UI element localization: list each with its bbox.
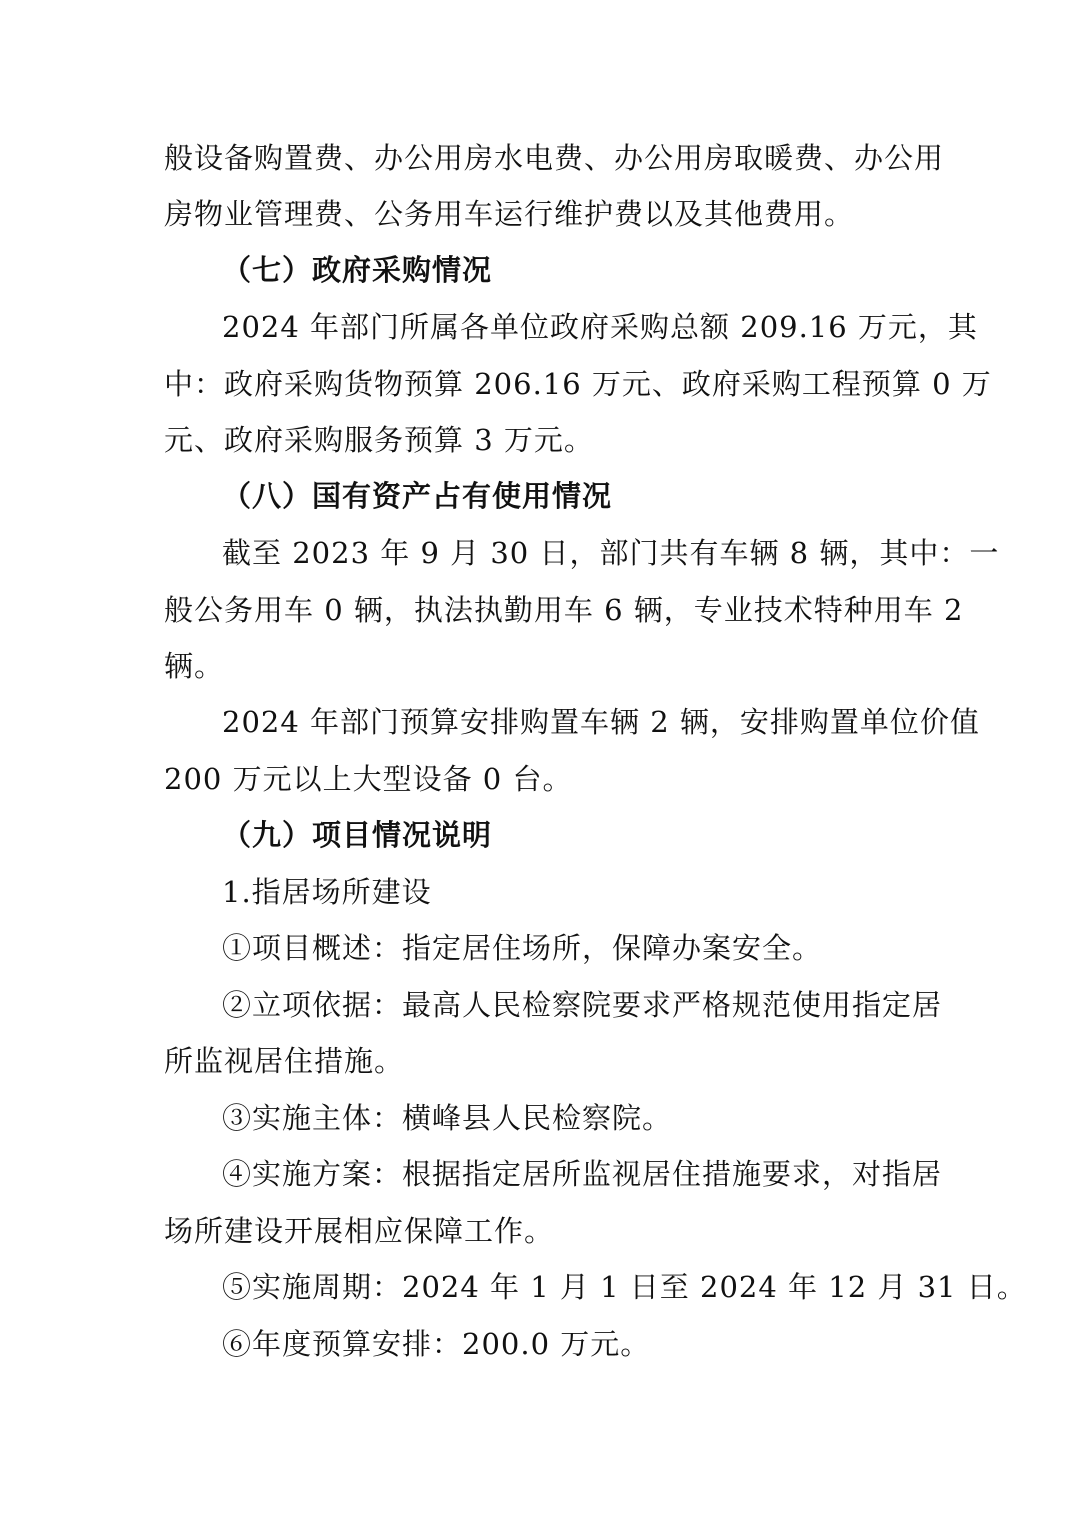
paragraph-line: 所监视居住措施。	[164, 1044, 405, 1078]
paragraph-line: 般设备购置费、办公用房水电费、办公用房取暖费、办公用	[164, 141, 945, 175]
paragraph-line: ①项目概述：指定居住场所，保障办案安全。	[222, 931, 823, 965]
section-heading-8: （八）国有资产占有使用情况	[222, 479, 613, 513]
paragraph-line: 般公务用车 0 辆，执法执勤用车 6 辆，专业技术特种用车 2	[164, 593, 964, 627]
paragraph-line: ④实施方案：根据指定居所监视居住措施要求，对指居	[222, 1157, 943, 1191]
paragraph-line: 场所建设开展相应保障工作。	[164, 1214, 555, 1248]
paragraph-line: ②立项依据：最高人民检察院要求严格规范使用指定居	[222, 988, 943, 1022]
paragraph-line: 200 万元以上大型设备 0 台。	[164, 762, 573, 796]
paragraph-line: 中：政府采购货物预算 206.16 万元、政府采购工程预算 0 万	[164, 367, 992, 401]
paragraph-line: 房物业管理费、公务用车运行维护费以及其他费用。	[164, 197, 855, 231]
section-heading-7: （七）政府采购情况	[222, 253, 493, 287]
paragraph-line: 辆。	[164, 649, 225, 683]
paragraph-line: 2024 年部门预算安排购置车辆 2 辆，安排购置单位价值	[222, 705, 980, 739]
paragraph-line: 截至 2023 年 9 月 30 日，部门共有车辆 8 辆，其中：一	[222, 536, 1000, 570]
paragraph-line: ⑤实施周期：2024 年 1 月 1 日至 2024 年 12 月 31 日。	[222, 1270, 1027, 1304]
paragraph-line: ⑥年度预算安排：200.0 万元。	[222, 1327, 651, 1361]
paragraph-line: 元、政府采购服务预算 3 万元。	[164, 423, 594, 457]
paragraph-line: ③实施主体：横峰县人民检察院。	[222, 1101, 673, 1135]
project-title: 1.指居场所建设	[222, 875, 432, 909]
paragraph-line: 2024 年部门所属各单位政府采购总额 209.16 万元，其	[222, 310, 978, 344]
section-heading-9: （九）项目情况说明	[222, 818, 493, 852]
